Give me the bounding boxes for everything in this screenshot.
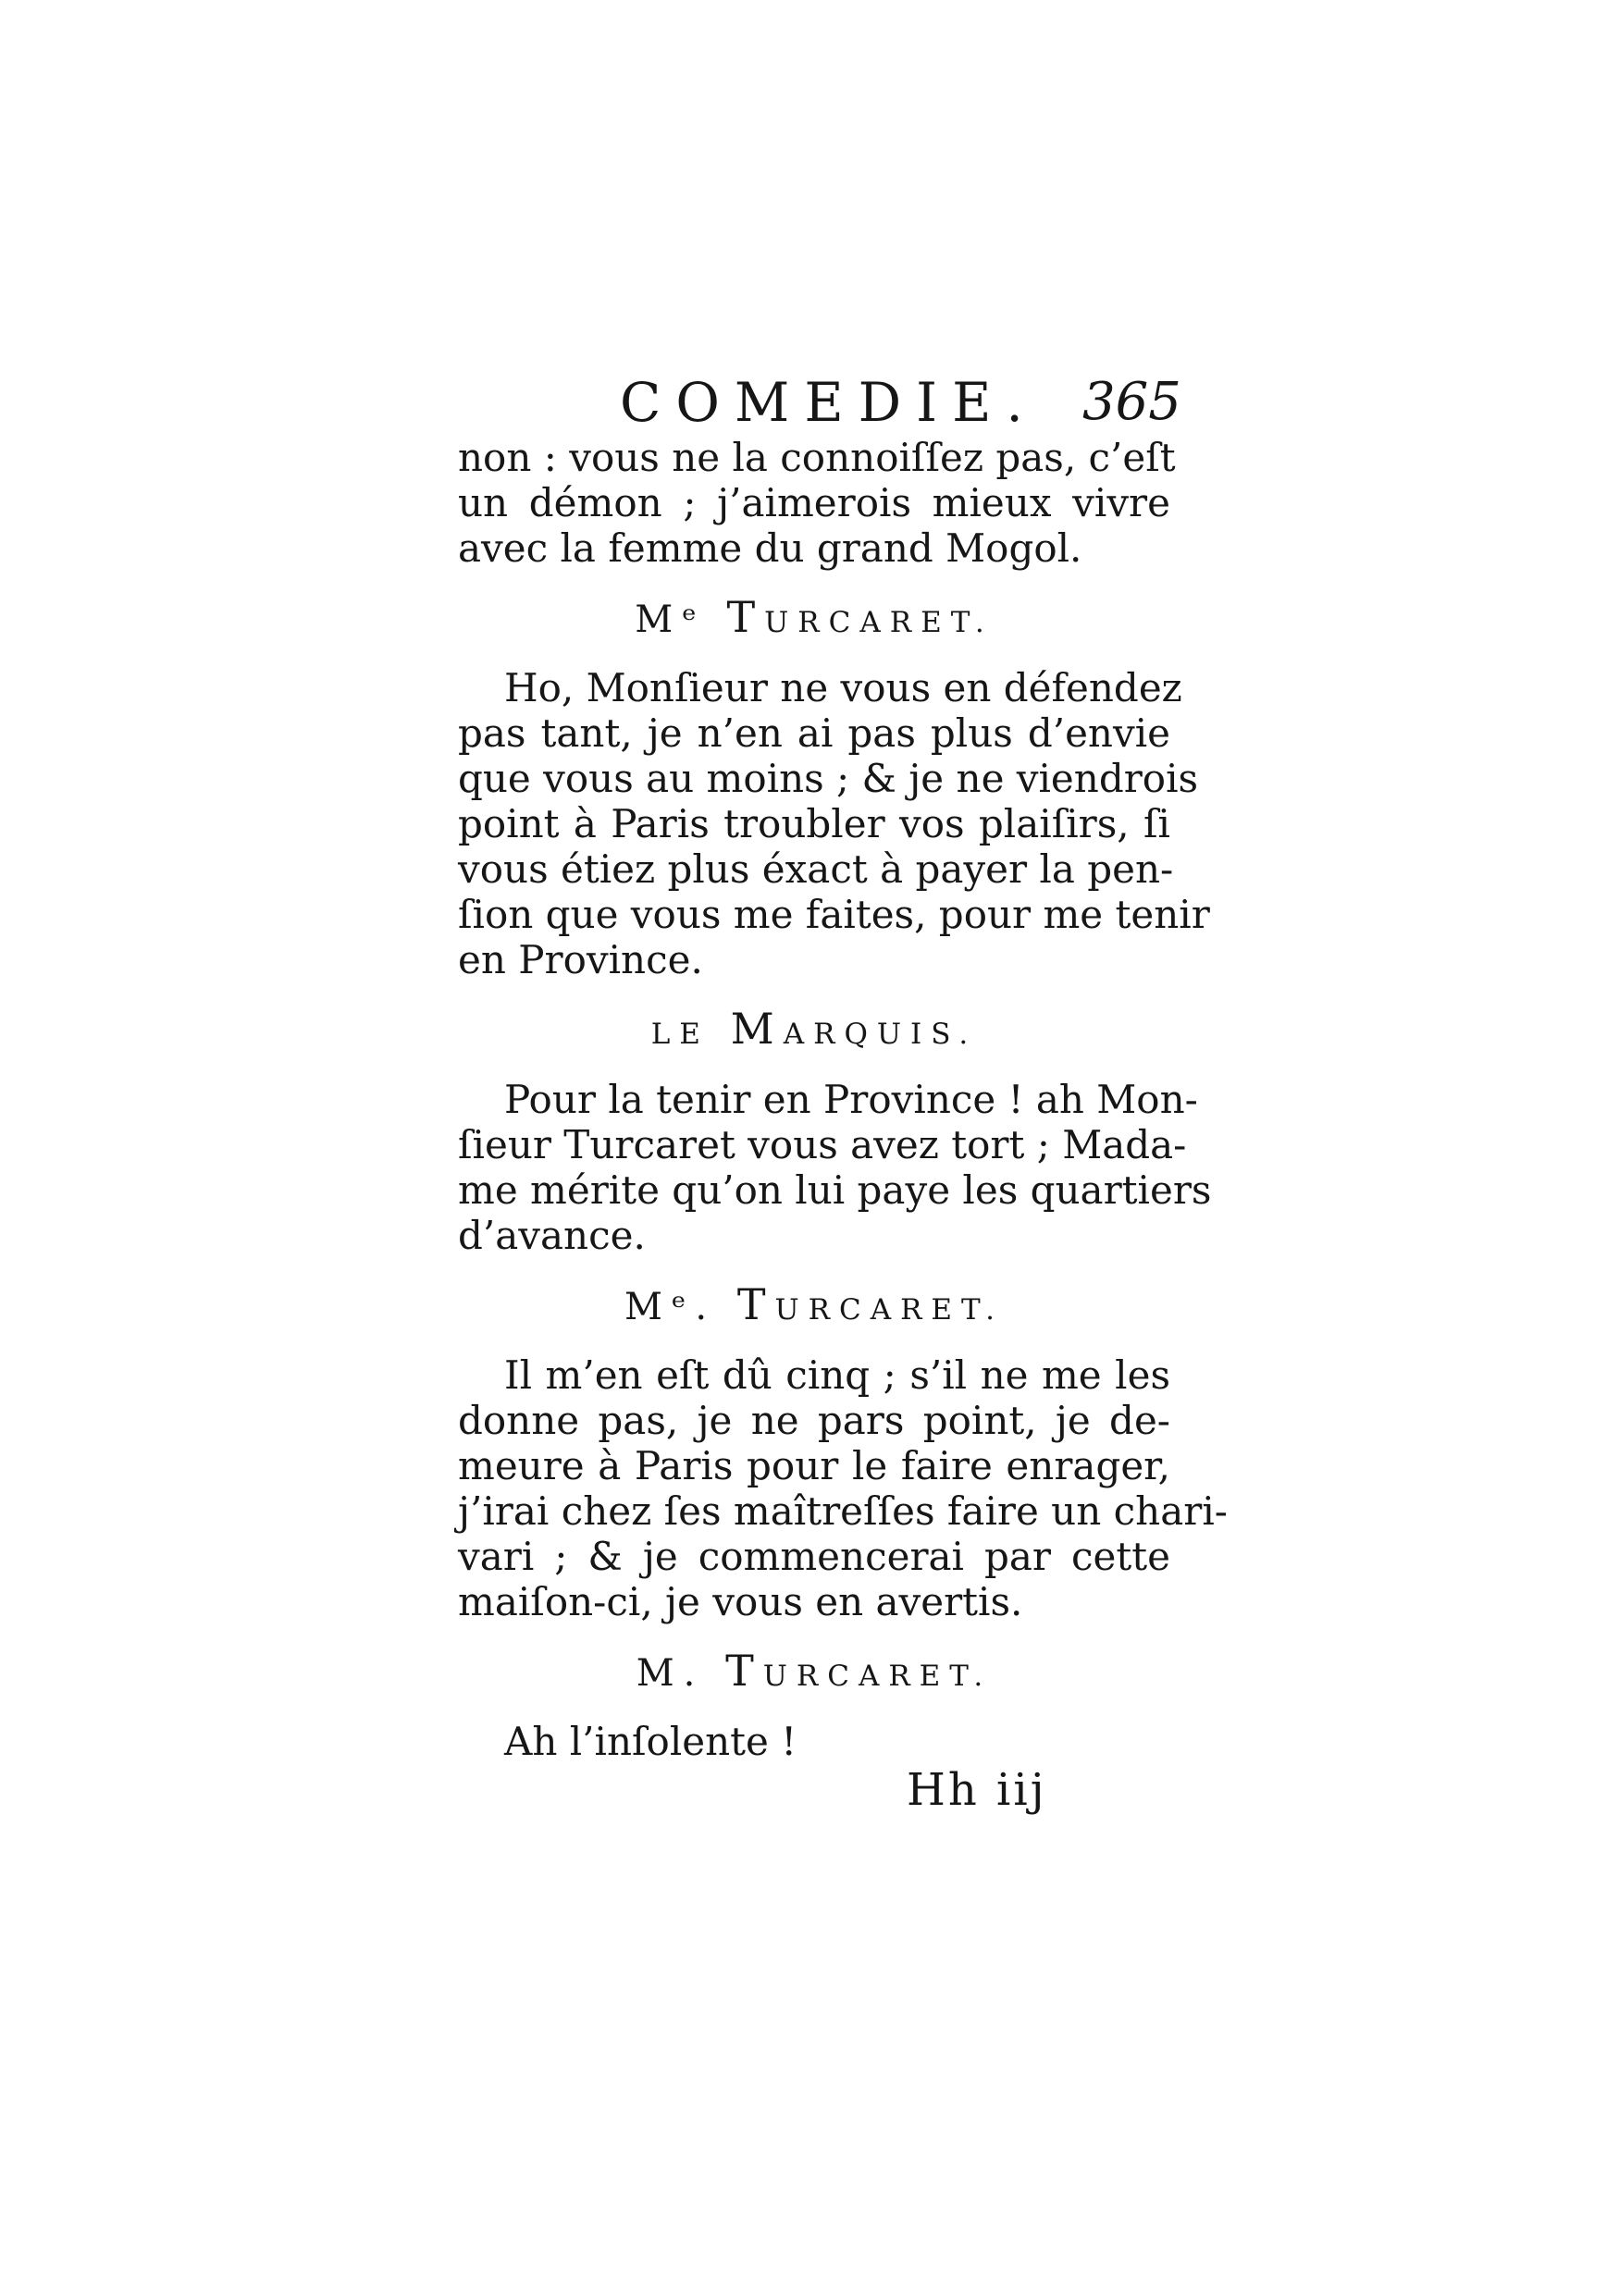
- text-line: en Province.: [458, 937, 703, 982]
- page-number: 365: [1082, 372, 1181, 432]
- text-line: Pour la tenir en Province ! ah Mon-: [504, 1077, 1198, 1122]
- speech: [458, 1077, 1212, 1258]
- speaker-heading: [458, 1001, 1170, 1062]
- speaker-name: URCARET.: [774, 1293, 1005, 1327]
- text-line: meure à Paris pour le faire enrager,: [458, 1443, 1170, 1488]
- text-line: me mérite qu’on lui paye les quartiers: [458, 1167, 1212, 1213]
- text-line: avec la femme du grand Mogol.: [458, 525, 1082, 571]
- speaker-prefix: M.: [636, 1652, 705, 1695]
- speaker-initial: T: [726, 592, 765, 642]
- text-line: point à Paris troubler vos plaiſirs, ſi: [458, 801, 1170, 846]
- text-line: non : vous ne la connoiſſez pas, c’eſt: [458, 435, 1176, 480]
- speech: [458, 1352, 1228, 1624]
- speaker-prefix: Mᵉ.: [624, 1286, 717, 1328]
- speaker-initial: T: [725, 1646, 763, 1696]
- page-header: [620, 365, 1184, 439]
- text-line: que vous au moins ; & je ne viendrois: [458, 756, 1199, 801]
- speaker-heading: [458, 589, 1170, 650]
- speech: [458, 665, 1210, 982]
- speech: [458, 1719, 1170, 1764]
- signature-mark: Hh iij: [907, 1764, 1047, 1816]
- text-line: d’avance.: [458, 1213, 646, 1258]
- play-text: [458, 435, 1228, 1764]
- text-line: ſieur Turcaret vous avez tort ; Mada-: [458, 1122, 1187, 1167]
- speech-continuation: [458, 435, 1176, 571]
- speaker-prefix: Mᵉ: [635, 599, 706, 641]
- speaker-prefix: LE: [650, 1018, 710, 1051]
- text-line: Ah l’inſolente !: [504, 1719, 797, 1764]
- speaker-heading: [458, 1277, 1170, 1338]
- text-line: j’irai chez ſes maîtreſſes faire un chari-: [458, 1488, 1228, 1534]
- text-line: maiſon-ci, je vous en avertis.: [458, 1579, 1023, 1624]
- speaker-initial: T: [736, 1279, 775, 1329]
- text-line: un démon ; j’aimerois mieux vivre: [458, 480, 1170, 525]
- speaker-name: URCARET.: [764, 606, 994, 639]
- text-line: pas tant, je n’en ai pas plus d’envie: [458, 710, 1170, 756]
- running-title: COMEDIE.: [620, 371, 1038, 434]
- text-line: donne pas, je ne pars point, je de-: [458, 1398, 1170, 1443]
- text-line: vari ; & je commencerai par cette: [458, 1534, 1170, 1579]
- speaker-initial: M: [730, 1004, 784, 1054]
- speaker-name: URCARET.: [762, 1660, 993, 1693]
- speaker-name: ARQUIS.: [783, 1018, 978, 1051]
- text-line: ſion que vous me faites, pour me tenir: [458, 892, 1210, 937]
- text-line: Il m’en eſt dû cinq ; s’il ne me les: [504, 1352, 1170, 1398]
- speaker-heading: [458, 1643, 1170, 1704]
- text-line: vous étiez plus éxact à payer la pen-: [458, 846, 1174, 892]
- text-line: Ho, Monſieur ne vous en défendez: [504, 665, 1182, 710]
